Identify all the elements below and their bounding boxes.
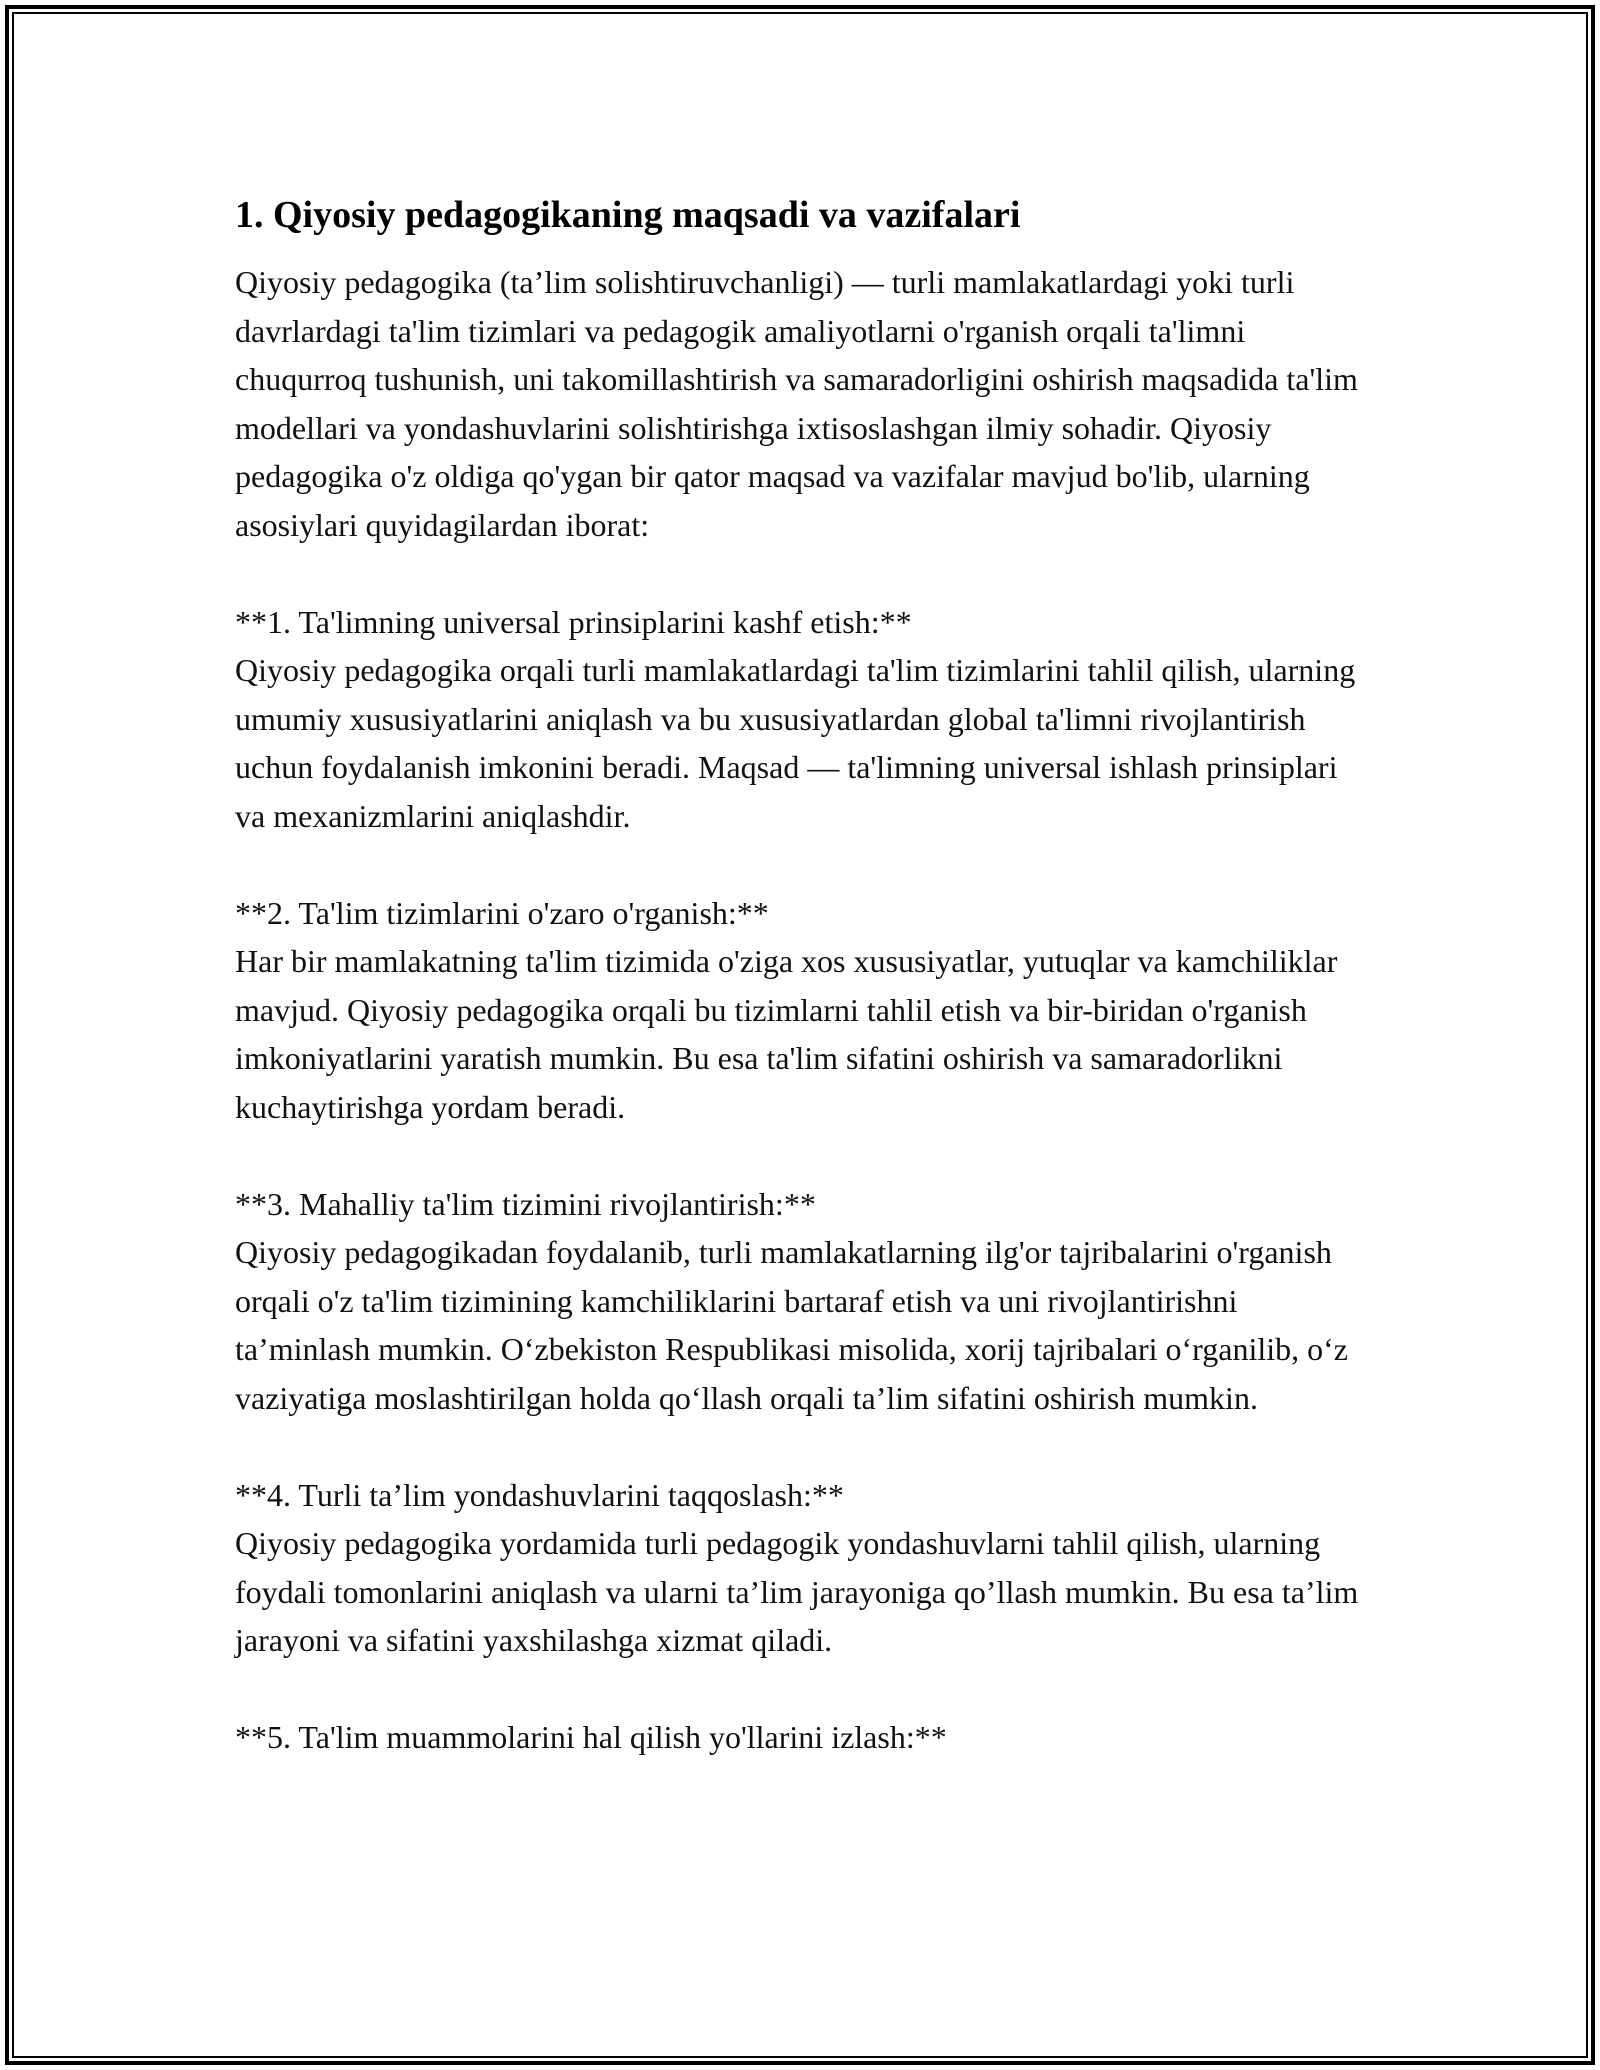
section-5 — [235, 1713, 1375, 1762]
section-5-title: **5. Ta'lim muammolarini hal qilish yo'llarini izlash:** — [235, 1719, 947, 1755]
section-4 — [235, 1471, 1375, 1665]
section-3 — [235, 1180, 1375, 1423]
intro-block — [235, 258, 1375, 549]
section-4-body: Qiyosiy pedagogika yordamida turli pedagogik yondashuvlarni tahlil qilish, ularning foydali tomonlarini aniqlash va ularni ta’lim jarayoniga qo’llash mumkin. Bu esa ta’lim jarayoni va sifatini yaxshilashga xizmat qiladi. — [235, 1525, 1359, 1658]
section-2-body: Har bir mamlakatning ta'lim tizimida o'ziga xos xususiyatlar, yutuqlar va kamchiliklar mavjud. Qiyosiy pedagogika orqali bu tizimlarni tahlil etish va bir-biridan o'rganish imkoniyatlarini yaratish mumkin. Bu esa ta'lim sifatini oshirish va samaradorlikni kuchaytirishga yordam beradi. — [235, 943, 1338, 1125]
section-1 — [235, 598, 1375, 841]
section-2 — [235, 889, 1375, 1132]
section-1-title: **1. Ta'limning universal prinsiplarini kashf etish:** — [235, 603, 912, 640]
section-1-body: Qiyosiy pedagogika orqali turli mamlakatlardagi ta'lim tizimlarini tahlil qilish, ularning umumiy xususiyatlarini aniqlash va bu xususiyatlardan global ta'limni rivojlantirish uchun foydalanish imkonini beradi. Maqsad — ta'limning universal ishlash prinsiplari va mexanizmlarini aniqlashdir. — [235, 652, 1356, 834]
section-4-title: **4. Turli ta’lim yondashuvlarini taqqoslash:** — [235, 1476, 844, 1513]
document-body — [235, 190, 1375, 1762]
section-3-body: Qiyosiy pedagogikadan foydalanib, turli mamlakatlarning ilg'or tajribalarini o'rganish orqali o'z ta'lim tizimining kamchiliklarini bartaraf etish va uni rivojlantirishni ta’minlash mumkin. O‘zbekiston Respublikasi misolida, xorij tajribalari o‘rganilib, o‘z vaziyatiga moslashtirilgan holda qo‘llash orqali ta’lim sifatini oshirish mumkin. — [235, 1234, 1348, 1416]
section-3-title: **3. Mahalliy ta'lim tizimini rivojlantirish:** — [235, 1185, 816, 1222]
section-heading: 1. Qiyosiy pedagogikaning maqsadi va vazifalari — [235, 194, 1021, 236]
section-2-title: **2. Ta'lim tizimlarini o'zaro o'rganish:** — [235, 894, 769, 931]
intro-paragraph: Qiyosiy pedagogika (ta’lim solishtiruvchanligi) — turli mamlakatlardagi yoki turli davrlardagi ta'lim tizimlari va pedagogik amaliyotlarni o'rganish orqali ta'limni chuqurroq tushunish, uni takomillashtirish va samaradorligini oshirish maqsadida ta'lim modellari va yondashuvlarini solishtirishga ixtisoslashgan ilmiy sohadir. Qiyosiy pedagogika o'z oldiga qo'ygan bir qator maqsad va vazifalar mavjud bo'lib, ularning asosiylari quyidagilardan iborat: — [235, 264, 1358, 543]
